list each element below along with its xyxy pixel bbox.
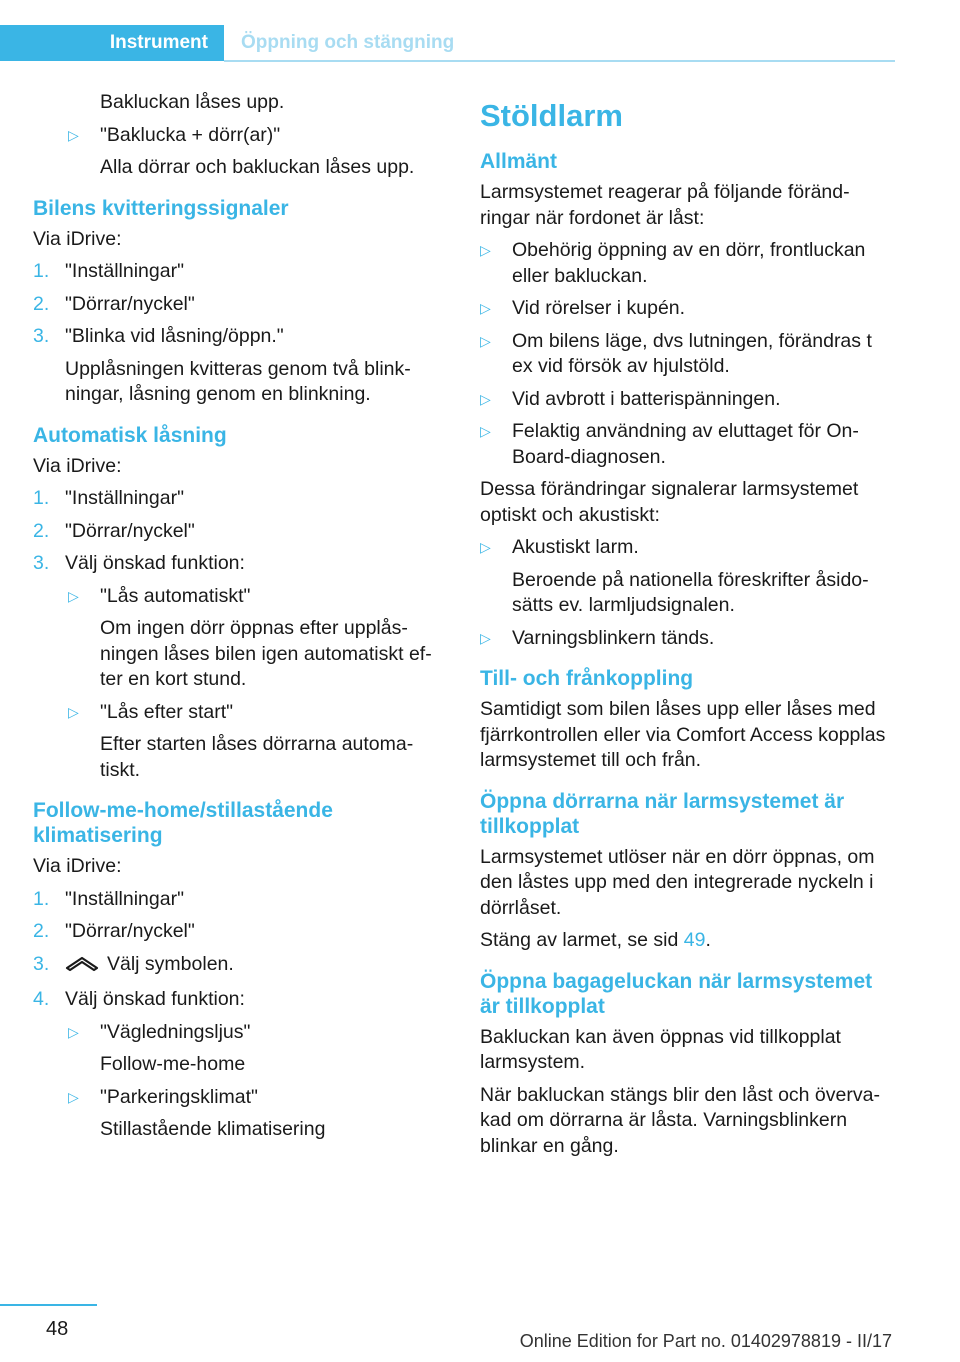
bagage-text-1: Bakluckan kan även öppnas vid tillkopplat larmsystem. [480, 1025, 841, 1073]
step-number: 1. [33, 260, 50, 282]
chapter-title: Instrument [109, 32, 208, 53]
option-title: "Lås efter start" [100, 700, 234, 723]
list-item [480, 626, 890, 652]
via-idrive: Via iDrive: [33, 855, 122, 877]
triangle-right-icon: ▷ [480, 242, 491, 258]
intro-bullet-sub: Alla dörrar och bakluckan låses upp. [100, 156, 415, 178]
option-description: Follow-me-home [100, 1053, 246, 1075]
step-text: "Inställningar" [65, 487, 184, 509]
option-title: "Parkeringsklimat" [100, 1085, 258, 1108]
option-title: "Lås automatiskt" [100, 584, 251, 607]
footer-divider [0, 1304, 97, 1306]
option-description: Efter starten låses dörrarna automatiskt. [100, 733, 414, 781]
heading-till-franko: Till- och frånkoppling [480, 667, 694, 690]
heading-automatisk-lasning: Automatisk låsning [33, 423, 227, 447]
step-number: 3. [33, 952, 50, 975]
heading-kvittering: Bilens kvitteringssignaler [33, 196, 289, 220]
step [33, 519, 443, 545]
step [33, 887, 443, 913]
list-item [480, 329, 890, 380]
signal-intro: Dessa förändringar signalerar larmsystemet optiskt och akustiskt: [480, 478, 859, 526]
step-number: 1. [33, 887, 50, 910]
option-title: "Vägledningsljus" [100, 1020, 251, 1043]
step-text: Välj önskad funktion: [65, 552, 245, 574]
triangle-right-icon: ▷ [480, 390, 491, 407]
heading-follow-me-home: Follow-me-home/stillastående klimatisering [33, 799, 333, 847]
list-item-text: Vid rörelser i kupén. [512, 297, 686, 319]
step [33, 952, 443, 981]
list-item-text: Varningsblinkern tänds. [512, 626, 715, 649]
step-text: "Dörrar/nyckel" [65, 920, 195, 942]
section-title: Öppning och stängning [241, 32, 455, 53]
step [33, 919, 443, 945]
reference-text: Stäng av larmet, se sid [480, 929, 684, 951]
via-idrive: Via iDrive: [33, 227, 122, 250]
list-item-text: Akustiskt larm. [512, 536, 639, 558]
step-number: 3. [33, 325, 50, 347]
intro-bullet [33, 123, 443, 149]
step-number: 2. [33, 920, 50, 942]
option-bullet [33, 700, 443, 726]
reference-suffix: . [705, 929, 711, 951]
step-number: 3. [33, 552, 50, 574]
chapter-tab [0, 25, 224, 61]
step [33, 551, 443, 577]
triangle-right-icon: ▷ [68, 703, 79, 720]
step-description: Upplåsningen kvitteras genom två blinkningar, låsning genom en blinkning. [65, 357, 411, 405]
triangle-right-icon: ▷ [68, 126, 79, 143]
list-item-text: Felaktig användning av eluttaget för On-Board-diagnosen. [512, 420, 859, 468]
till-text: Samtidigt som bilen låses upp eller låses med fjärrkontrollen eller via Comfort Access kopplas larmsystemet till och från. [480, 698, 886, 771]
step-number: 4. [33, 988, 50, 1010]
step-text: Välj önskad funktion: [65, 988, 245, 1010]
dorr-text: Larmsystemet utlöser när en dörr öppnas, om den låstes upp med den integrerade nyckeln i dörrlåset. [480, 845, 875, 919]
option-bullet [33, 1085, 443, 1111]
option-bullet [33, 584, 443, 610]
list-item-text: Obehörig öppning av en dörr, frontluckan eller bakluckan. [512, 239, 866, 287]
list-item-sub: Beroende på nationella föreskrifter åsidosätts ev. larmljudsignalen. [512, 568, 869, 616]
header-divider [224, 60, 895, 62]
list-item-text: Om bilens läge, dvs lutningen, förändras t ex vid försök av hjulstöld. [512, 329, 872, 377]
step-text: "Blinka vid låsning/öppn." [65, 325, 284, 347]
via-idrive: Via iDrive: [33, 454, 122, 477]
page-number: 48 [46, 1318, 69, 1340]
page-link[interactable]: 49 [683, 929, 706, 951]
dorr-reference [480, 928, 890, 954]
triangle-right-icon: ▷ [480, 332, 491, 349]
step-text: "Dörrar/nyckel" [65, 292, 195, 315]
step-text: Välj symbolen. [107, 952, 234, 975]
option-description: Stillastående klimatisering [100, 1118, 326, 1140]
step [33, 987, 443, 1013]
list-item [480, 296, 890, 322]
intro-text: Bakluckan låses upp. [100, 91, 285, 113]
list-item [480, 419, 890, 470]
list-item [480, 238, 890, 289]
triangle-right-icon: ▷ [68, 587, 79, 604]
chevron-up-outline-icon [65, 955, 99, 981]
heading-allmant: Allmänt [480, 150, 558, 173]
allmant-intro: Larmsystemet reagerar på följande förändringar när fordonet är låst: [480, 181, 850, 229]
list-item-text: Vid avbrott i batterispänningen. [512, 387, 781, 410]
triangle-right-icon: ▷ [68, 1088, 79, 1105]
heading-oppna-bagageluckan: Öppna bagageluckan när larmsystemet är tillkopplat [480, 969, 873, 1018]
step-number: 2. [33, 292, 50, 315]
step [33, 292, 443, 318]
step-text: "Dörrar/nyckel" [65, 519, 195, 542]
step [33, 259, 443, 285]
bagage-text-2: När bakluckan stängs blir den låst och övervakad om dörrarna är låsta. Varningsblinkern blinkar en gång. [480, 1083, 880, 1157]
edition-footer: Online Edition for Part no. 01402978819 - II/17 [519, 1331, 892, 1351]
list-item [480, 387, 890, 413]
list-item [480, 535, 890, 561]
option-bullet [33, 1020, 443, 1046]
step-number: 2. [33, 519, 50, 542]
intro-bullet-text: "Baklucka + dörr(ar)" [100, 123, 281, 146]
step [33, 486, 443, 512]
step [33, 324, 443, 350]
step-number: 1. [33, 487, 50, 509]
triangle-right-icon: ▷ [480, 423, 491, 439]
triangle-right-icon: ▷ [480, 539, 491, 555]
triangle-right-icon: ▷ [68, 1023, 79, 1040]
option-description: Om ingen dörr öppnas efter upplåsningen låses bilen igen automatiskt efter en kort stund. [100, 617, 432, 690]
step-text: "Inställningar" [65, 887, 184, 910]
triangle-right-icon: ▷ [480, 629, 491, 646]
step-text: "Inställningar" [65, 260, 184, 282]
left-column [33, 90, 443, 1150]
heading-oppna-dorrarna: Öppna dörrarna när larmsystemet är tillkopplat [480, 789, 845, 838]
triangle-right-icon: ▷ [480, 300, 491, 316]
right-column [480, 90, 890, 1166]
page-title: Stöldlarm [480, 98, 623, 133]
